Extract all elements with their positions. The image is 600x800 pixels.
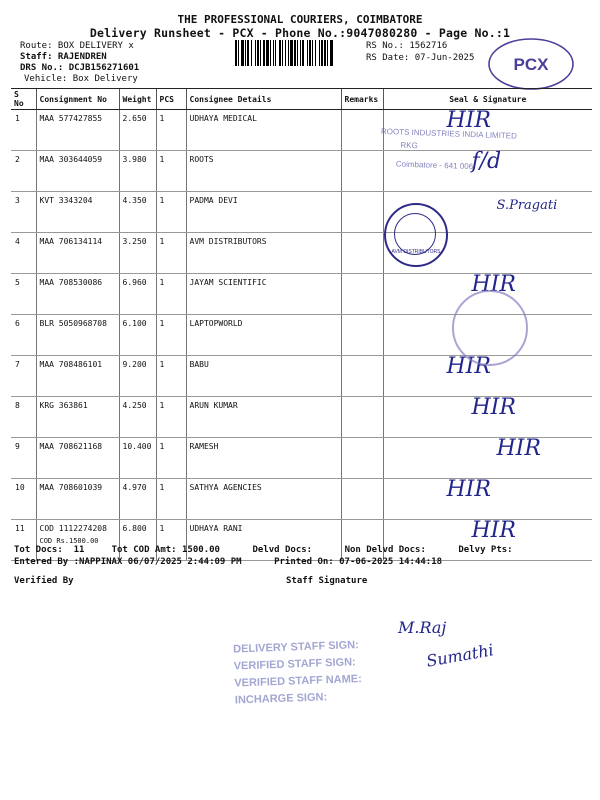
verified-by-label: Verified By <box>14 576 74 586</box>
row-pcs: 1 <box>156 192 186 233</box>
row-weight: 10.400 <box>119 438 156 479</box>
jayam-seal <box>452 290 528 366</box>
row-sno: 7 <box>11 356 36 397</box>
row-consignee: PADMA DEVI <box>186 192 341 233</box>
pcx-logo <box>486 36 576 92</box>
row-sno: 3 <box>11 192 36 233</box>
row-consignee: ROOTS <box>186 151 341 192</box>
row-signature: HIR <box>383 520 592 561</box>
row-pcs: 1 <box>156 438 186 479</box>
row-remarks <box>341 274 383 315</box>
row-consignee: ARUN KUMAR <box>186 397 341 438</box>
row-consignee: JAYAM SCIENTIFIC <box>186 274 341 315</box>
row-consignment: KRG 363861 <box>36 397 119 438</box>
row-weight: 9.200 <box>119 356 156 397</box>
row-sno: 9 <box>11 438 36 479</box>
table-row <box>11 397 592 438</box>
row-weight: 2.650 <box>119 110 156 151</box>
row-weight: 3.250 <box>119 233 156 274</box>
row-weight: 3.980 <box>119 151 156 192</box>
row-remarks <box>341 151 383 192</box>
row-consignee: SATHYA AGENCIES <box>186 479 341 520</box>
row-signature: HIR <box>383 397 592 438</box>
row-remarks <box>341 397 383 438</box>
row-remarks <box>341 110 383 151</box>
table-row <box>11 438 592 479</box>
avm-seal: AVM DISTRIBUTORS <box>384 203 448 267</box>
table-row <box>11 233 592 274</box>
row-signature: HIR <box>383 274 592 315</box>
barcode-image <box>235 40 355 66</box>
row-consignment: MAA 708486101 <box>36 356 119 397</box>
row-consignee: RAMESH <box>186 438 341 479</box>
col-weight: Weight <box>119 89 156 110</box>
row-consignment: MAA 706134114 <box>36 233 119 274</box>
row-sno: 1 <box>11 110 36 151</box>
table-row <box>11 479 592 520</box>
row-weight: 4.250 <box>119 397 156 438</box>
table-row <box>11 192 592 233</box>
col-consignee: Consignee Details <box>186 89 341 110</box>
row-signature: HIR <box>383 479 592 520</box>
vehicle-label: Vehicle: Box Delivery <box>24 74 138 84</box>
row-consignment: MAA 577427855 <box>36 110 119 151</box>
row-weight: 4.970 <box>119 479 156 520</box>
totals-line: Tot Docs: 11 Tot COD Amt: 1500.00 Delvd Docs: Non Delvd Docs: Delvy Pts: <box>14 545 513 555</box>
roots-stamp: ROOTS INDUSTRIES INDIA LIMITED RKG Coimbatore - 641 006 <box>380 126 518 172</box>
col-remarks: Remarks <box>341 89 383 110</box>
row-sno: 4 <box>11 233 36 274</box>
row-sno: 10 <box>11 479 36 520</box>
col-pcs: PCS <box>156 89 186 110</box>
row-pcs: 1 <box>156 397 186 438</box>
row-weight: 4.350 <box>119 192 156 233</box>
col-sno: S No <box>11 89 36 110</box>
row-consignee: AVM DISTRIBUTORS <box>186 233 341 274</box>
row-pcs: 1 <box>156 233 186 274</box>
row-pcs: 1 <box>156 479 186 520</box>
row-pcs: 1 <box>156 274 186 315</box>
drs-number: DRS No.: DCJB156271601 <box>20 63 140 73</box>
rs-date: RS Date: 07-Jun-2025 <box>366 53 475 63</box>
row-consignment: COD 1112274208 COD Rs.1500.00 <box>36 520 119 561</box>
row-signature: S.Pragati <box>383 192 592 233</box>
rs-number: RS No.: 1562716 <box>366 41 448 51</box>
row-remarks <box>341 315 383 356</box>
row-sno: 2 <box>11 151 36 192</box>
handwritten-sign-1: M.Raj <box>398 618 447 637</box>
row-remarks <box>341 192 383 233</box>
cod-note: COD Rs.1500.00 <box>39 537 99 545</box>
row-consignment: KVT 3343204 <box>36 192 119 233</box>
row-signature: HIR <box>383 110 592 151</box>
row-consignment: BLR 5050968708 <box>36 315 119 356</box>
row-consignment: MAA 708621168 <box>36 438 119 479</box>
row-consignee: LAPTOPWORLD <box>186 315 341 356</box>
row-signature: HIR <box>383 438 592 479</box>
entered-printed-line: Entered By :NAPPINAX 06/07/2025 2:44:09 PM Printed On: 07-06-2025 14:44:18 <box>14 557 443 567</box>
row-sno: 11 <box>11 520 36 561</box>
row-consignee: UDHAYA MEDICAL <box>186 110 341 151</box>
table-header-row <box>11 89 592 110</box>
row-signature: f/d <box>383 151 592 192</box>
row-pcs: 1 <box>156 110 186 151</box>
handwritten-sign-2: Sumathi <box>424 640 495 671</box>
row-consignment: MAA 303644059 <box>36 151 119 192</box>
row-pcs: 1 <box>156 315 186 356</box>
row-pcs: 1 <box>156 151 186 192</box>
staff-label: Staff: RAJENDREN <box>20 52 107 62</box>
row-remarks <box>341 479 383 520</box>
row-pcs: 1 <box>156 356 186 397</box>
row-consignee: BABU <box>186 356 341 397</box>
row-remarks <box>341 356 383 397</box>
row-weight: 6.960 <box>119 274 156 315</box>
row-consignee: UDHAYA RANI <box>186 520 341 561</box>
row-pcs: 1 <box>156 520 186 561</box>
runsheet-title: Delivery Runsheet - PCX - Phone No.:9047080280 - Page No.:1 <box>89 26 511 40</box>
row-remarks <box>341 233 383 274</box>
route-label: Route: BOX DELIVERY x <box>20 41 134 51</box>
col-seal-signature: Seal & Signature <box>383 89 592 110</box>
delivery-stamp: DELIVERY STAFF SIGN: VERIFIED STAFF SIGN: VERIFIED STAFF NAME: INCHARGE SIGN: <box>232 639 362 707</box>
row-consignment: MAA 708530086 <box>36 274 119 315</box>
col-consignment: Consignment No <box>36 89 119 110</box>
row-consignment: MAA 708601039 <box>36 479 119 520</box>
row-weight: 6.100 <box>119 315 156 356</box>
pcx-logo-text: PCX <box>513 55 549 74</box>
row-signature: HIR <box>383 356 592 397</box>
row-sno: 5 <box>11 274 36 315</box>
row-sno: 6 <box>11 315 36 356</box>
row-remarks <box>341 438 383 479</box>
staff-signature-label: Staff Signature <box>286 576 368 586</box>
row-sno: 8 <box>11 397 36 438</box>
row-weight: 6.800 <box>119 520 156 561</box>
company-title: THE PROFESSIONAL COURIERS, COIMBATORE <box>177 13 423 26</box>
